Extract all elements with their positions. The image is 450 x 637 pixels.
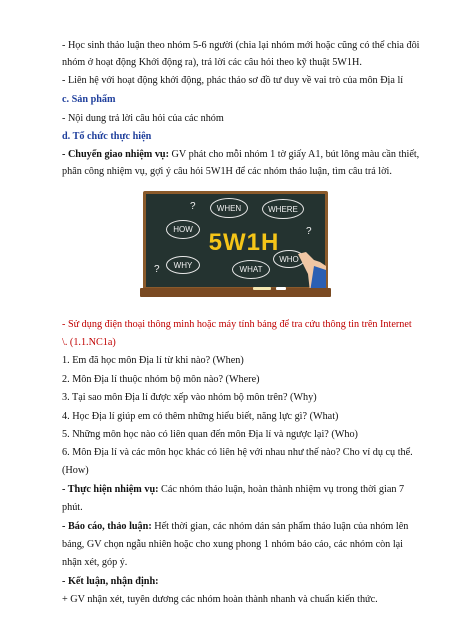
chalk-piece	[276, 287, 286, 290]
assign-task-line	[62, 149, 420, 161]
body-line: nhóm ở hoạt động Khởi động ra), trả lời các câu hỏi theo kỹ thuật 5W1H.	[62, 57, 362, 68]
body-line: phân công nhiệm vụ, gợi ý câu hỏi 5W1H để các nhóm thảo luận, tìm câu trả lời.	[62, 166, 392, 177]
chalkboard-ledge	[140, 288, 331, 297]
chalkboard	[143, 191, 328, 290]
how-bubble: HOW	[166, 220, 200, 239]
chalkboard-illustration	[140, 188, 331, 299]
why-bubble: WHY	[166, 256, 200, 274]
report-text: Hết thời gian, các nhóm dán sản phẩm thảo luận của nhóm lên	[151, 521, 409, 532]
chalk-piece	[253, 287, 271, 290]
body-line: nhận xét, góp ý.	[62, 557, 128, 568]
assign-task-label: - Chuyển giao nhiệm vụ:	[62, 149, 169, 160]
section-heading-product: c. Sản phẩm	[62, 94, 116, 105]
when-bubble: WHEN	[210, 198, 248, 218]
conclude-label: - Kết luận, nhận định:	[62, 576, 159, 587]
question-item: 4. Học Địa lí giúp em có thêm những hiểu biết, năng lực gì? (What)	[62, 411, 339, 422]
question-mark: ?	[306, 226, 312, 237]
perform-task-line	[62, 484, 405, 496]
red-line: - Sử dụng điện thoại thông minh hoặc máy tính bảng để tra cứu thông tin trên Internet	[62, 319, 412, 330]
assign-task-text: GV phát cho mỗi nhóm 1 tờ giấy A1, bút lông màu cần thiết,	[168, 149, 420, 160]
what-bubble: WHAT	[232, 260, 270, 279]
question-item: 1. Em đã học môn Địa lí từ khi nào? (When)	[62, 355, 244, 366]
chalkboard-title: 5W1H	[208, 229, 280, 256]
body-line: phút.	[62, 502, 83, 513]
question-item: 3. Tại sao môn Địa lí được xếp vào nhóm bộ môn trên? (Why)	[62, 392, 317, 403]
perform-task-text: Các nhóm thảo luận, hoàn thành nhiệm vụ trong thời gian 7	[158, 484, 405, 495]
body-line: + GV nhận xét, tuyên dương các nhóm hoàn thành nhanh và chuẩn kiến thức.	[62, 594, 378, 605]
question-mark: ?	[154, 264, 160, 275]
who-bubble: WHO	[273, 250, 305, 268]
body-line: - Liên hệ với hoạt động khởi động, phác thảo sơ đồ tư duy về vai trò của môn Địa lí	[62, 75, 404, 86]
body-line: bảng, GV chọn ngẫu nhiên hoặc cho xung phong 1 nhóm báo cáo, các nhóm còn lại	[62, 539, 404, 550]
question-item: 6. Môn Địa lí và các môn học khác có liên hệ với nhau như thế nào? Cho ví dụ cụ thể.	[62, 447, 413, 458]
question-item: 2. Môn Địa lí thuộc nhóm bộ môn nào? (Where)	[62, 374, 260, 385]
report-line	[62, 521, 409, 533]
section-heading-organize: d. Tổ chức thực hiện	[62, 131, 152, 142]
report-label: - Báo cáo, thảo luận:	[62, 521, 152, 532]
question-item: 5. Những môn học nào có liên quan đến môn Địa lí và ngược lại? (Who)	[62, 429, 358, 440]
question-mark: ?	[190, 201, 196, 212]
body-line: - Nội dung trả lời câu hỏi của các nhóm	[62, 113, 224, 124]
question-item: (How)	[62, 465, 89, 476]
body-line: - Học sinh thảo luận theo nhóm 5-6 người (chia lại nhóm mới hoặc cũng có thể chia đôi	[62, 40, 420, 51]
perform-task-label: - Thực hiện nhiệm vụ:	[62, 484, 159, 495]
pointing-hand-icon	[296, 248, 326, 292]
red-line: \. (1.1.NC1a)	[62, 337, 116, 348]
where-bubble: WHERE	[262, 199, 304, 219]
